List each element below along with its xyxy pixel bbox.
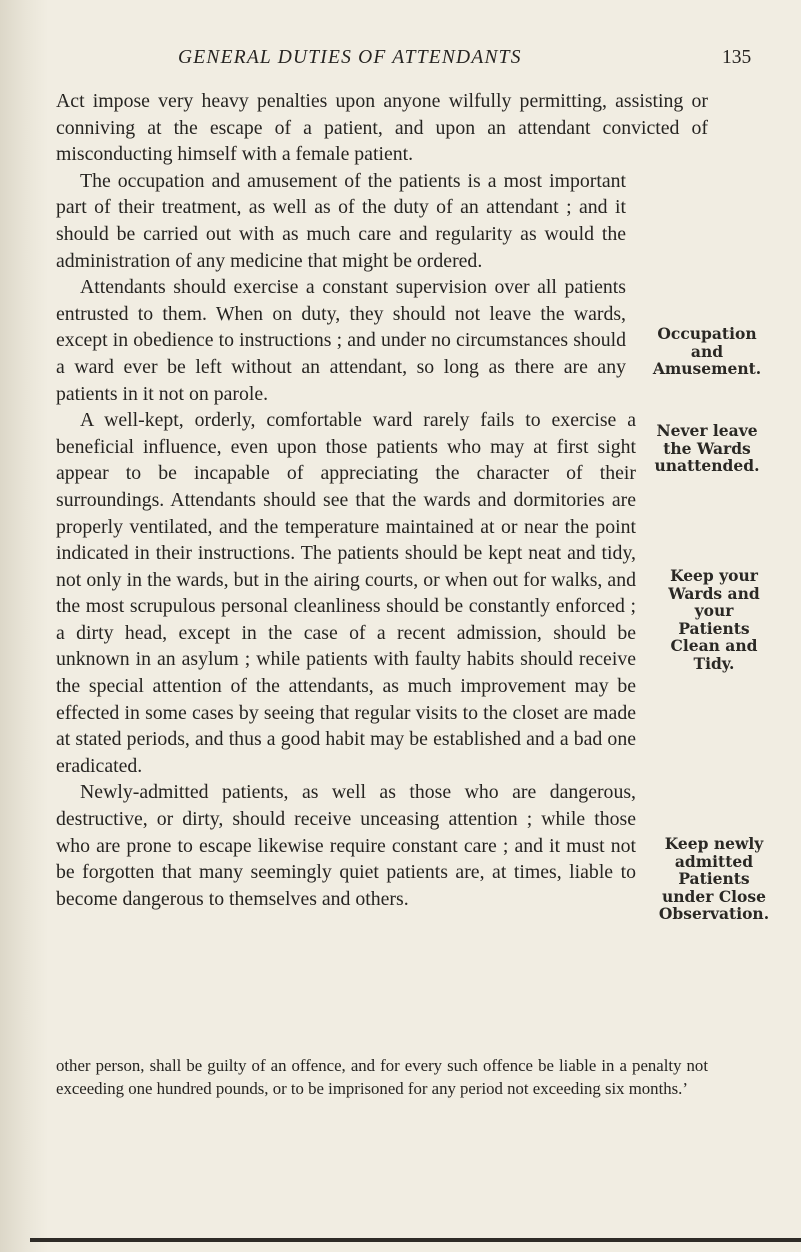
- margin-note-keep-clean: Keep your Wards and your Patients Clean and Tidy.: [668, 566, 760, 673]
- margin-note-never-leave: Never leave the Wards unattended.: [654, 421, 760, 475]
- margin-note-keep-newly-admitted: Keep newly admitted Patients under Close Observation.: [658, 834, 770, 923]
- paragraph: Newly-admitted patients, as well as those who are dangerous, destructive, or dirty, should receive unceasing attention ; while those who are prone to escape likewise require constant care ; and it must not be forgotten that many seemingly quiet patients are, at times, liable to become dangerous to themselves and others.: [56, 781, 636, 910]
- footnote: other person, shall be guilty of an offence, and for every such offence be liable in a penalty not exceeding one hundred pounds, or to be imprisoned for any period not exceeding six months.’: [56, 1056, 708, 1098]
- binding-shadow: [0, 0, 48, 1252]
- body-text: [56, 88, 708, 912]
- paragraph: Act impose very heavy penalties upon anyone wilfully permitting, assisting or conniving at the escape of a patient, and upon an attendant convicted of misconducting himself with a female patient.: [56, 90, 708, 166]
- page-number: 135: [722, 47, 752, 68]
- bottom-rule: [30, 1238, 801, 1242]
- paragraph: The occupation and amusement of the patients is a most important part of their treatment, as well as of the duty of an attendant ; and it should be carried out with as much care and regularity as would the administration of any medicine that might be ordered.: [56, 169, 626, 272]
- paragraph: A well-kept, orderly, comfortable ward rarely fails to exercise a beneficial influence, even upon those patients who may at first sight appear to be incapable of appreciating the character of their surroundings. Attendants should see that the wards and dormitories are properly ventilated, and the temperature maintained at or near the point indicated in their instructions. The patients should be kept neat and tidy, not only in the wards, but in the airing courts, or when out for walks, and the most scrupulous personal cleanliness should be constantly enforced ; a dirty head, except in the case of a recent admission, should be unknown in an asylum ; while patients with faulty habits should receive the special attention of the attendants, as much improvement may be effected in some cases by seeing that regular visits to the closet are made at stated periods, and thus a good habit may be established and a bad one eradicated.: [56, 409, 636, 777]
- paragraph: Attendants should exercise a constant supervision over all patients entrusted to them. When on duty, they should not leave the wards, except in obedience to instructions ; and under no circumstances should a ward ever be left without an attendant, so long as there are any patients in it not on parole.: [56, 276, 626, 405]
- running-title: GENERAL DUTIES OF ATTENDANTS: [178, 47, 522, 68]
- margin-note-occupation: Occupation and Amusement.: [652, 324, 762, 378]
